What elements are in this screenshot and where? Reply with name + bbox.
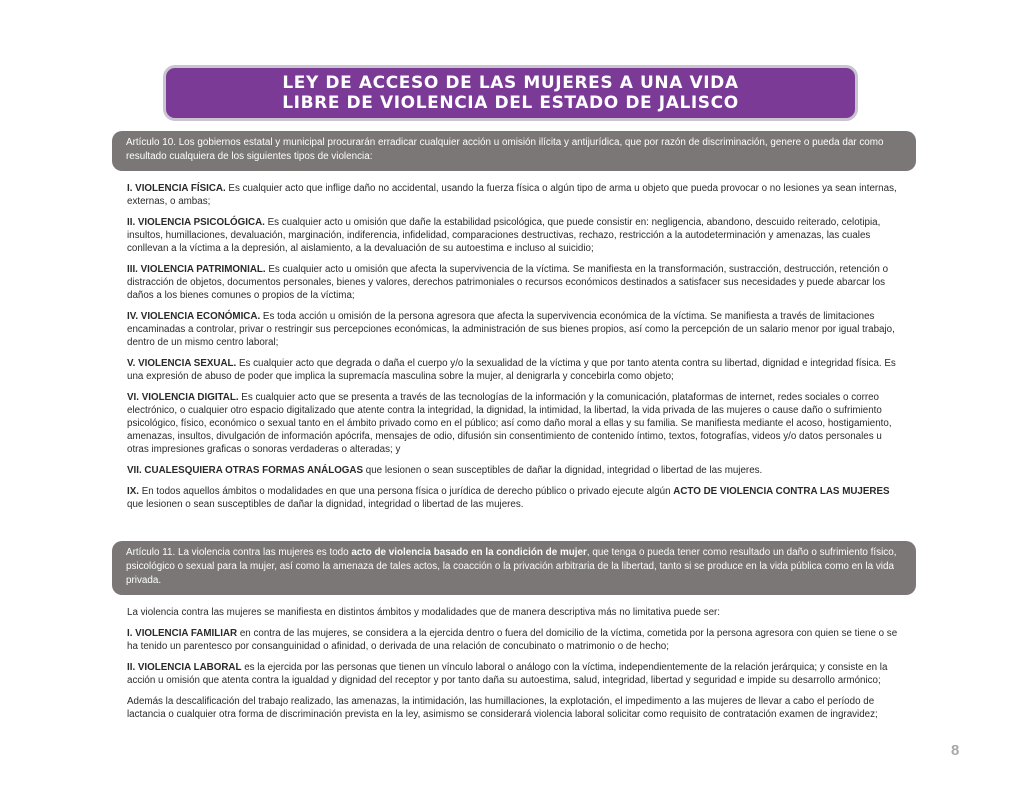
type-text: Es cualquier acto u omisión que dañe la estabilidad psicológica, que puede consistir en: negligencia, abandono, descuido reiterado, celotipia, insultos, humillaciones, devaluación, marginación, indiferencia, infidelidad, comparaciones destructivas, rechazo, restricción a la autodeterminación y amenazas, las cuales conllevan a la víctima a la depresión, al aislamiento, a la devaluación de su autoestima e incluso al suicidio; <box>127 217 881 254</box>
modality-label: I. VIOLENCIA FAMILIAR <box>127 628 238 639</box>
type-item-4 <box>127 310 901 349</box>
modality-item-2 <box>127 661 901 687</box>
article-11-text-end: , que tenga o pueda tener como resultado un daño o sufrimiento físico, psicológico o sexual para la mujer, así como la amenaza de tales actos, la coacción o la privación arbitraria de la libertad, tanto si se produce en la vida pública como en la vida privada. <box>126 547 897 586</box>
type-label: III. VIOLENCIA PATRIMONIAL. <box>127 264 266 275</box>
type-text: Es toda acción u omisión de la persona agresora que afecta la supervivencia económica de la víctima. Se manifiesta a través de limitaciones encaminadas a controlar, privar o restringir sus percepciones económicas, la administración de sus bienes propios, así como la percepción de un salario menor por igual trabajo, dentro de un mismo centro laboral; <box>127 311 895 348</box>
article-11-text: Artículo 11. La violencia contra las mujeres es todo <box>126 547 352 558</box>
title-line-2: LIBRE DE VIOLENCIA DEL ESTADO DE JALISCO <box>282 93 739 113</box>
type-text: Es cualquier acto que degrada o daña el cuerpo y/o la sexualidad de la víctima y que por tanto atenta contra su libertad, dignidad e integridad física. Es una expresión de abuso de poder que implica la supremacía masculina sobre la mujer, al denigrarla y concebirla como objeto; <box>127 358 896 382</box>
type-text: En todos aquellos ámbitos o modalidades en que una persona física o jurídica de derecho público o privado ejecute algún <box>138 486 674 497</box>
type-item-7 <box>127 464 901 477</box>
article-10-text: Artículo 10. Los gobiernos estatal y municipal procurarán erradicar cualquier acción u omisión ilícita y antijurídica, que por razón de discriminación, genere o pueda dar como resultado cualquiera de los siguientes tipos de violencia: <box>126 137 884 162</box>
modality-item-1 <box>127 627 901 653</box>
type-label: VII. CUALESQUIERA OTRAS FORMAS ANÁLOGAS <box>127 465 364 476</box>
type-item-5 <box>127 357 901 383</box>
modalities-list <box>127 606 901 721</box>
type-item-3 <box>127 263 901 302</box>
type-label: V. VIOLENCIA SEXUAL. <box>127 358 237 369</box>
modalities-intro: La violencia contra las mujeres se manifiesta en distintos ámbitos y modalidades que de manera descriptiva más no limitativa puede ser: <box>127 607 721 618</box>
type-item-1 <box>127 182 901 208</box>
type-label: I. VIOLENCIA FÍSICA. <box>127 183 226 194</box>
page-number: 8 <box>951 742 960 759</box>
title-line-1: LEY DE ACCESO DE LAS MUJERES A UNA VIDA <box>282 73 739 93</box>
modality-text: es la ejercida por las personas que tienen un vínculo laboral o análogo con la víctima, independientemente de la relación jerárquica; y consiste en la acción u omisión que atenta contra la igualdad y dignidad del receptor y por tanto daña su autoestima, salud, integridad, libertad y seguridad e impide su desarrollo armónico; <box>127 662 888 686</box>
type-label: IV. VIOLENCIA ECONÓMICA. <box>127 311 261 322</box>
type-label: IX. <box>127 486 139 497</box>
type-item-2 <box>127 216 901 255</box>
violence-types-list <box>127 182 901 511</box>
type-text: que lesionen o sean susceptibles de dañar la dignidad, integridad o libertad de las mujeres. <box>127 499 524 510</box>
type-label: VI. VIOLENCIA DIGITAL. <box>127 392 239 403</box>
article-11-box <box>112 541 916 595</box>
type-label: II. VIOLENCIA PSICOLÓGICA. <box>127 217 265 228</box>
type-text: que lesionen o sean susceptibles de dañar la dignidad, integridad o libertad de las mujeres. <box>363 465 763 476</box>
type-bold-phrase: ACTO DE VIOLENCIA CONTRA LAS MUJERES <box>673 486 890 497</box>
modality-label: II. VIOLENCIA LABORAL <box>127 662 242 673</box>
closing-paragraph: Además la descalificación del trabajo realizado, las amenazas, la intimidación, las humillaciones, la explotación, el impedimento a las mujeres de llevar a cabo el período de lactancia o cualquier otra forma de discriminación prevista en la ley, asimismo se considerará violencia laboral solicitar como requisito de contratación examen de ingravidez; <box>127 696 878 720</box>
type-text: Es cualquier acto u omisión que afecta la supervivencia de la víctima. Se manifiesta en la transformación, sustracción, destrucción, retención o distracción de objetos, documentos personales, bienes y valores, derechos patrimoniales o recursos económicos destinados a satisfacer sus necesidades y puede abarcar los daños a los bienes comunes o propios de la víctima; <box>127 264 889 301</box>
document-title-banner <box>163 65 858 121</box>
modality-text: en contra de las mujeres, se considera a la ejercida dentro o fuera del domicilio de la víctima, cometida por la persona agresora con quien se tiene o se ha tenido un parentesco por consanguinidad o afinidad, o derivada de una relación de concubinato o matrimonio o de hecho; <box>127 628 898 652</box>
type-text: Es cualquier acto que inflige daño no accidental, usando la fuerza física o algún tipo de arma u objeto que pueda provocar o no lesiones ya sean internas, externas, o ambas; <box>127 183 897 207</box>
type-item-6 <box>127 391 901 456</box>
article-10-box <box>112 131 916 171</box>
type-item-9 <box>127 485 901 511</box>
article-11-bold: acto de violencia basado en la condición de mujer <box>351 547 587 558</box>
type-text: Es cualquier acto que se presenta a través de las tecnologías de la información y la comunicación, plataformas de internet, redes sociales o correo electrónico, o cualquier otro espacio digitalizado que atente contra la integridad, la dignidad, la intimidad, la libertad, la vida privada de las mujeres o cause daño o sufrimiento psicológico, físico, económico o sexual tanto en el ámbito privado como en el público; así como daño moral a ellas y su familia. Se manifiesta mediante el acoso, hostigamiento, amenazas, insultos, divulgación de información apócrifa, mensajes de odio, difusión sin consentimiento de contenido íntimo, textos, fotografías, videos y/o datos personales u otras impresiones graficas o sonoras verdaderas o alteradas; y <box>127 392 892 455</box>
